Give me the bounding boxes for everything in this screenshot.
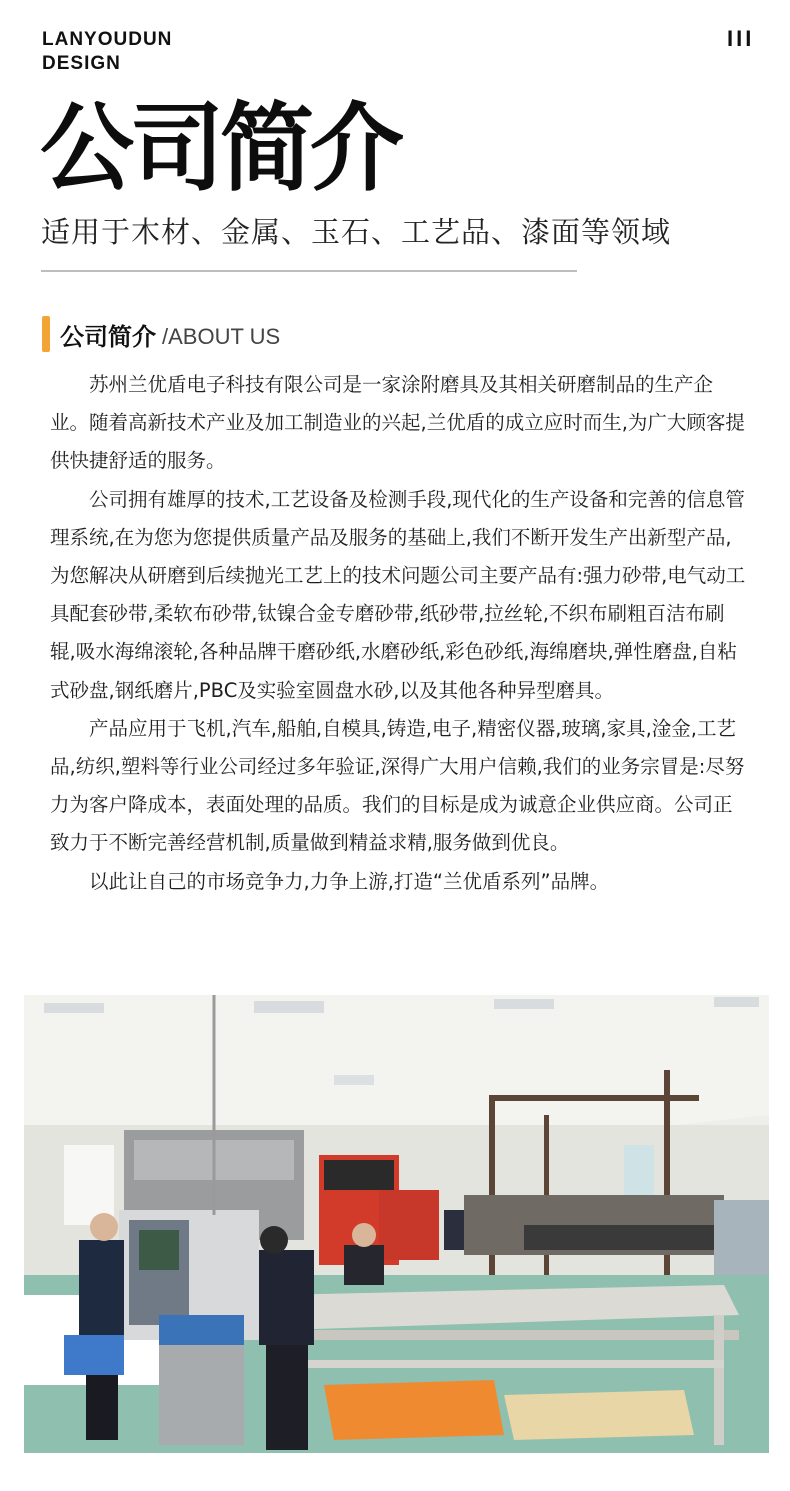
section-title-en: /ABOUT US (162, 324, 281, 349)
factory-photo-illustration (24, 995, 769, 1453)
brand-logo-text (42, 28, 172, 76)
brand-line-1: LANYOUDUN (42, 29, 173, 50)
section-heading (42, 314, 280, 354)
divider (41, 270, 577, 272)
section-title-cn: 公司简介 (60, 322, 156, 351)
company-description (50, 366, 750, 901)
hero-title: 公司简介 (40, 93, 401, 206)
paragraph-applications: 产品应用于飞机,汽车,船舶,自模具,铸造,电子,精密仪器,玻璃,家具,淦金,工艺品,纺织,塑料等行业公司经过多年验证,深得广大用户信赖,我们的业务宗冒是:尽努力为客户降成本，表面处理的品质。我们的目标是成为诚意企业供应商。公司正致力于不断完善经营机制,质量做到精益求精,服务做到优良。 (50, 716, 745, 855)
paragraph-products: 公司拥有雄厚的技术,工艺设备及检测手段,现代化的生产设备和完善的信息管理系统,在为您为您提供质量产品及服务的基础上,我们不断开发生产出新型产品,为您解决从研磨到后续抛光工艺上的技术问题公司主要产品有:强力砂带,电气动工具配套砂带,柔软布砂带,钛镍合金专磨砂带,纸砂带,拉丝轮,不织布刷粗百洁布刷辊,吸水海绵滚轮,各种品牌干磨砂纸,水磨砂纸,彩色砂纸,海绵磨块,弹性磨盘,自粘式砂盘,钢纸磨片,PBC及实验室圆盘水砂,以及其他各种异型磨具。 (50, 487, 746, 702)
hero-subtitle: 适用于木材、金属、玉石、工艺品、漆面等领域 (41, 215, 672, 249)
menu-icon[interactable]: III (727, 26, 755, 51)
brand-line-2: DESIGN (42, 53, 121, 74)
accent-bar (42, 316, 50, 352)
paragraph-intro: 苏州兰优盾电子科技有限公司是一家涂附磨具及其相关研磨制品的生产企业。随着高新技术产业及加工制造业的兴起,兰优盾的成立应时而生,为广大顾客提供快捷舒适的服务。 (50, 373, 745, 473)
paragraph-closing: 以此让自己的市场竞争力,力争上游,打造“兰优盾系列”品牌。 (89, 869, 610, 893)
factory-workshop-photo (24, 995, 769, 1453)
